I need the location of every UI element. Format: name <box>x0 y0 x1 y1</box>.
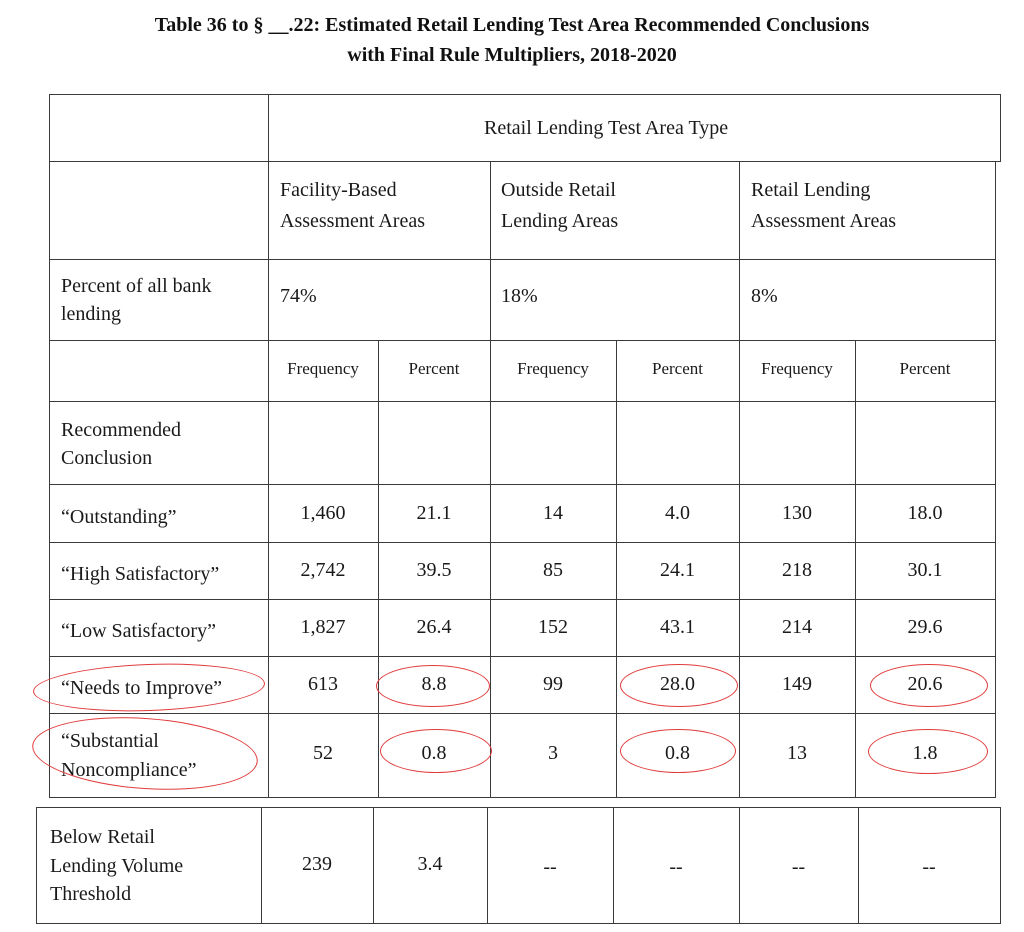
rule-area-3 <box>739 161 740 797</box>
share-value-facility: 74% <box>280 285 317 307</box>
table-cell: 0.8 <box>421 742 447 764</box>
conclusion-heading-line1: Recommended <box>61 419 181 441</box>
subheader-percent: Percent <box>408 359 460 378</box>
table-cell: 21.1 <box>416 502 452 524</box>
threshold-label-line2: Lending Volume <box>50 855 184 877</box>
highlight-oval-substantial-facility <box>380 729 492 773</box>
row-label-low-satisfactory: “Low Satisfactory” <box>61 620 216 642</box>
table-cell: 239 <box>302 853 332 875</box>
rule-area-header <box>49 259 996 260</box>
area-header-facility-line2: Assessment Areas <box>280 210 425 232</box>
table-cell: 20.6 <box>907 673 943 695</box>
rule-share <box>49 340 996 341</box>
subheader-frequency: Frequency <box>287 359 359 378</box>
table-title-line1: Table 36 to § __.22: Estimated Retail Lending Test Area Recommended Conclusions <box>154 14 870 36</box>
highlight-oval-needs-label <box>32 660 265 715</box>
table-cell: 1,460 <box>300 502 346 524</box>
rule-row-1 <box>49 542 996 543</box>
table-cell: 26.4 <box>416 616 452 638</box>
row-label-needs-to-improve: “Needs to Improve” <box>61 677 223 699</box>
table-cell: 0.8 <box>665 742 690 764</box>
table-cell: 130 <box>782 502 812 524</box>
threshold-rule-left <box>36 807 37 923</box>
row-label-high-satisfactory: “High Satisfactory” <box>61 563 220 585</box>
highlight-oval-substantial-outside <box>620 729 736 773</box>
table-cell: 2,742 <box>300 559 346 581</box>
highlight-oval-substantial-rlaa <box>868 729 988 774</box>
table-cell: 3.4 <box>417 853 443 875</box>
table-cell: 214 <box>782 616 812 638</box>
table-cell: 218 <box>782 559 812 581</box>
row-label-outstanding: “Outstanding” <box>61 506 177 528</box>
subheader-frequency: Frequency <box>761 359 833 378</box>
table-cell: 24.1 <box>660 559 695 581</box>
rule-group-header <box>49 161 1001 162</box>
table-cell: 8.8 <box>421 673 447 695</box>
share-value-outside: 18% <box>501 285 538 307</box>
table-cell: 85 <box>543 559 563 581</box>
area-header-outside-line1: Outside Retail <box>501 179 616 201</box>
threshold-rule-bottom <box>36 923 1001 924</box>
threshold-rule-top <box>36 807 1001 808</box>
threshold-rule-right <box>1000 807 1001 923</box>
rule-top <box>49 94 1001 95</box>
row-label-substantial-line2: Noncompliance” <box>61 759 197 781</box>
row-label-substantial-line1: “Substantial <box>61 730 159 752</box>
threshold-label-line3: Threshold <box>50 883 132 905</box>
table-cell: 149 <box>782 673 812 695</box>
rule-area-2 <box>490 161 491 797</box>
share-label-line1: Percent of all bank <box>61 275 212 297</box>
table-cell: 13 <box>787 742 807 764</box>
conclusion-heading-line2: Conclusion <box>61 447 153 469</box>
table-cell: 152 <box>538 616 568 638</box>
rule-row-2 <box>49 599 996 600</box>
table-cell: 1.8 <box>912 742 938 764</box>
table-title-line2: with Final Rule Multipliers, 2018-2020 <box>347 44 677 66</box>
area-header-facility-line1: Facility-Based <box>280 179 397 201</box>
table-cell: 18.0 <box>907 502 943 524</box>
highlight-oval-needs-outside <box>620 664 738 707</box>
table-cell: 30.1 <box>907 559 943 581</box>
table-cell: 28.0 <box>660 673 695 695</box>
rule-right <box>995 161 996 797</box>
table-cell: -- <box>922 856 936 878</box>
area-type-header: Retail Lending Test Area Type <box>484 117 729 139</box>
area-header-outside-line2: Lending Areas <box>501 210 619 232</box>
table-cell: 3 <box>548 742 558 764</box>
threshold-label-line1: Below Retail <box>50 826 155 848</box>
table-cell: 613 <box>308 673 338 695</box>
table-cell: 4.0 <box>665 502 690 524</box>
table-cell: 14 <box>543 502 563 524</box>
rule-conclusion-heading <box>49 484 996 485</box>
rule-right-top <box>1000 94 1001 161</box>
rule-subheader <box>49 401 996 402</box>
subheader-percent: Percent <box>652 359 703 378</box>
table-cell: -- <box>669 856 683 878</box>
subheader-percent: Percent <box>899 359 951 378</box>
rule-row-4 <box>49 713 996 714</box>
table-cell: 52 <box>313 742 333 764</box>
table-cell: 39.5 <box>416 559 452 581</box>
table-cell: 1,827 <box>300 616 346 638</box>
area-header-rlaa-line2: Assessment Areas <box>751 210 896 232</box>
table-cell: -- <box>791 856 806 878</box>
rule-row-3 <box>49 656 996 657</box>
highlight-oval-needs-facility <box>376 665 490 707</box>
table-cell: 99 <box>543 673 563 695</box>
rule-bottom <box>49 797 996 798</box>
highlight-oval-needs-rlaa <box>870 664 988 707</box>
table-cell: 29.6 <box>907 616 943 638</box>
table-cell: 43.1 <box>660 616 695 638</box>
area-header-rlaa-line1: Retail Lending <box>751 179 871 201</box>
subheader-frequency: Frequency <box>517 359 589 378</box>
share-value-rlaa: 8% <box>751 285 778 307</box>
table-cell: -- <box>543 856 557 878</box>
share-label-line2: lending <box>61 303 121 325</box>
